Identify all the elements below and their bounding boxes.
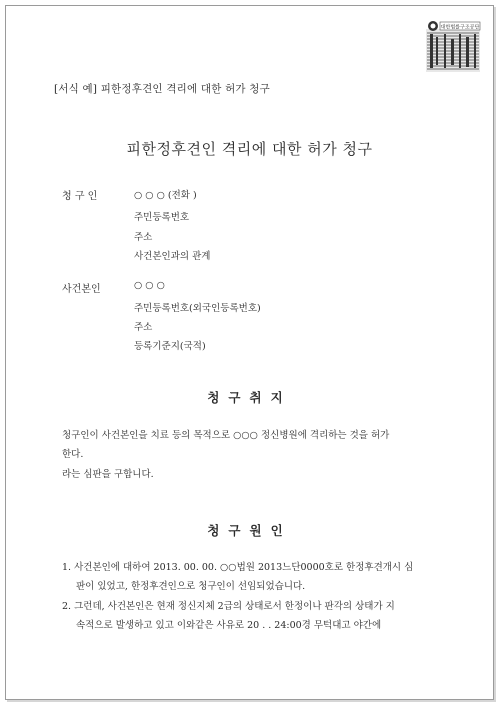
purpose-line-3: 라는 심판을 구합니다. (62, 469, 154, 480)
cause-item-2-line-2: 속적으로 발생하고 있고 이와같은 사유로 20 . . 24:00경 무턱대고 야간에 (76, 620, 382, 631)
legal-aid-seal (424, 19, 482, 74)
subject-address: 주소 (134, 322, 153, 333)
subject-label: 사건본인 (62, 284, 101, 295)
subject-id: 주민등록번호(외국인등록번호) (134, 303, 261, 314)
subject-name: ○ ○ ○ (134, 280, 165, 291)
purpose-line-2: 한다. (62, 449, 84, 460)
document-page (5, 5, 494, 700)
claimant-name: ○ ○ ○ (전화 ) (134, 190, 197, 201)
document-title: 피한정후견인 격리에 대한 허가 청구 (126, 140, 373, 158)
cause-item-1-line-1: 1. 사건본인에 대하여 2013. 00. 00. ○○법원 2013느단0000호로 한정후견개시 심 (62, 562, 414, 573)
claimant-relation: 사건본인과의 관계 (134, 251, 211, 262)
purpose-heading: 청구취지 (207, 390, 292, 405)
seal-text: 대한법률구조공단 (440, 24, 480, 31)
claimant-id: 주민등록번호 (134, 212, 190, 223)
cause-item-1-line-2: 판이 있었고, 한정후견인으로 청구인이 선임되었습니다. (76, 581, 306, 592)
form-example-label: [서식 예] 피한정후견인 격리에 대한 허가 청구 (54, 83, 270, 95)
cause-item-2-line-1: 2. 그런데, 사건본인은 현재 정신지체 2급의 상태로서 한정이나 판각의 상태가 지 (62, 601, 395, 612)
claimant-label: 청 구 인 (62, 191, 98, 202)
cause-heading: 청구원인 (207, 523, 292, 538)
purpose-line-1: 청구인이 사건본인을 치료 등의 목적으로 ○○○ 정신병원에 격리하는 것을 허가 (62, 430, 390, 441)
claimant-address: 주소 (134, 232, 153, 243)
subject-registry: 등록기준지(국적) (134, 341, 206, 352)
seal-icon (424, 19, 482, 74)
